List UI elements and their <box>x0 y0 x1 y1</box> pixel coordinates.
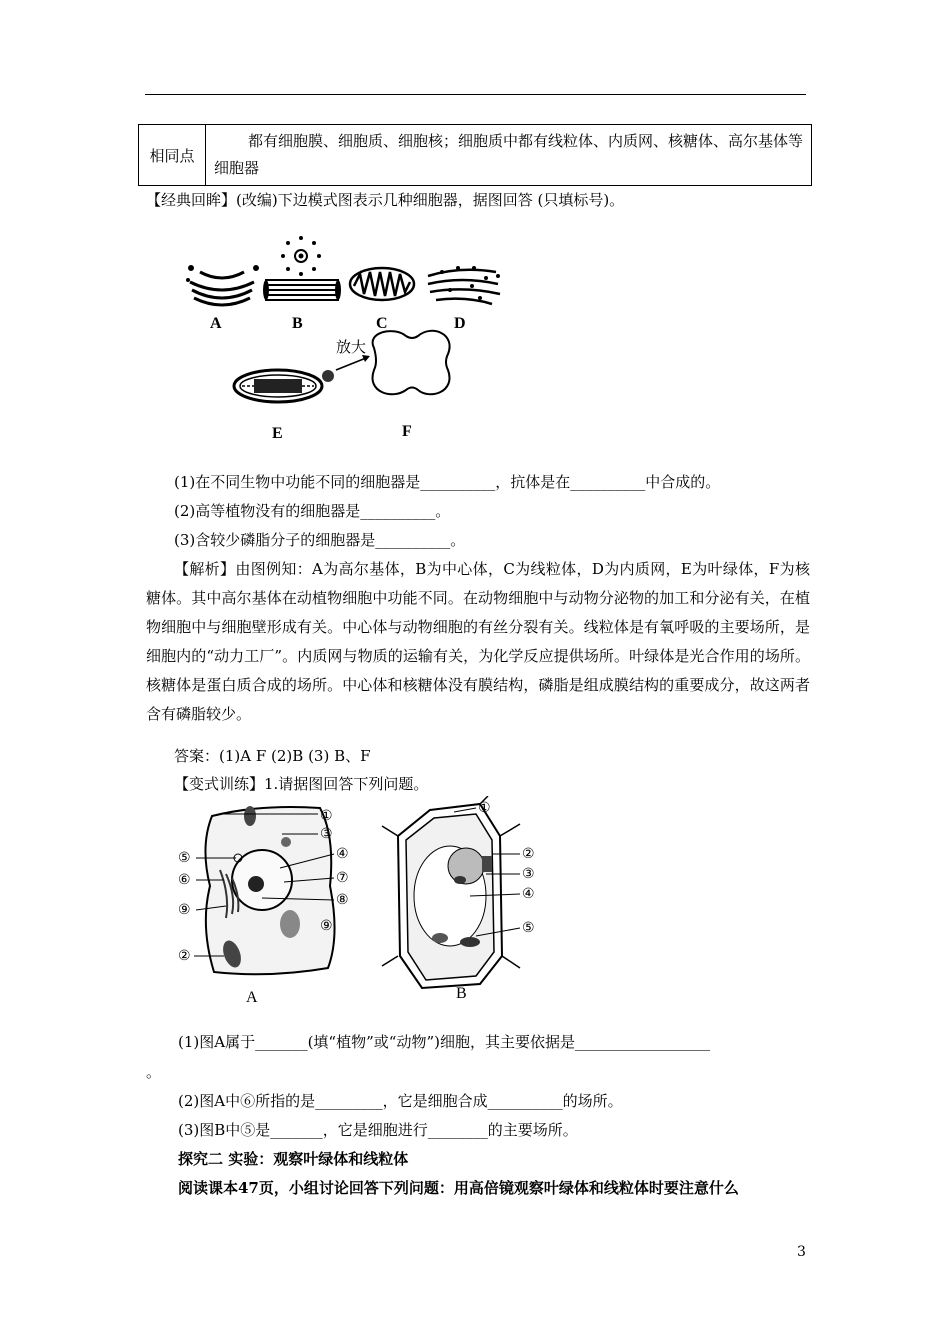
variant-question-1: (1)图A属于_______(填“植物”或“动物”)细胞，其主要依据是__________________ <box>178 1033 710 1051</box>
animal-cell-diagram <box>205 806 334 974</box>
endoplasmic-reticulum-diagram <box>428 266 500 304</box>
variant-question-1-end: 。 <box>146 1063 162 1081</box>
header-rule <box>145 94 806 95</box>
centriole-diagram <box>263 236 341 300</box>
classic-heading: 【经典回眸】(改编)下边模式图表示几种细胞器，据图回答 (只填标号)。 <box>146 191 625 209</box>
analysis-paragraph <box>146 555 810 729</box>
marker-b-1: ① <box>478 800 491 816</box>
marker-a-2: ② <box>178 948 191 964</box>
explore2-heading: 探究二 实验：观察叶绿体和线粒体 <box>178 1150 409 1168</box>
marker-a-1: ① <box>320 808 333 824</box>
marker-a-9-left: ⑨ <box>178 902 191 918</box>
organelle-label-d: D <box>454 315 466 332</box>
marker-b-3: ③ <box>522 866 535 882</box>
marker-a-6: ⑥ <box>178 872 191 888</box>
marker-a-9-right: ⑨ <box>320 918 333 934</box>
organelle-label-e: E <box>272 425 283 442</box>
marker-b-2: ② <box>522 846 535 862</box>
table-content: 都有细胞膜、细胞质、细胞核；细胞质中都有线粒体、内质网、核糖体、高尔基体等细胞器 <box>206 125 812 186</box>
classic-question-3: (3)含较少磷脂分子的细胞器是__________。 <box>174 531 466 549</box>
classic-question-2: (2)高等植物没有的细胞器是__________。 <box>174 502 451 520</box>
marker-a-5: ⑤ <box>178 850 191 866</box>
ribosome-dot <box>322 370 334 382</box>
golgi-apparatus-diagram <box>186 265 259 305</box>
marker-a-8: ⑧ <box>336 892 349 908</box>
table-label: 相同点 <box>139 125 206 186</box>
classic-question-1: (1)在不同生物中功能不同的细胞器是__________，抗体是在__________中合成的。 <box>174 473 721 491</box>
enlarge-label: 放大 <box>336 338 367 356</box>
page-number: 3 <box>797 1244 806 1260</box>
marker-b-4: ④ <box>522 886 535 902</box>
table-row <box>139 125 812 186</box>
organelle-figure <box>180 228 530 446</box>
enlarge-arrow <box>336 358 366 370</box>
organelle-label-f: F <box>402 423 412 440</box>
variant-question-2: (2)图A中⑥所指的是_________，它是细胞合成__________的场所。 <box>178 1092 623 1110</box>
cell-label-b: B <box>456 985 467 1002</box>
organelle-label-a: A <box>210 315 222 332</box>
explore2-text: 阅读课本47页，小组讨论回答下列问题：用高倍镜观察叶绿体和线粒体时要注意什么 <box>178 1179 739 1197</box>
marker-a-4: ④ <box>336 846 349 862</box>
plant-cell-diagram <box>380 796 520 988</box>
marker-a-3: ③ <box>320 826 333 842</box>
variant-heading: 【变式训练】1.请据图回答下列问题。 <box>174 775 429 793</box>
chloroplast-diagram <box>234 370 322 402</box>
organelle-label-b: B <box>292 315 303 332</box>
cell-label-a: A <box>246 989 258 1006</box>
answer-line: 答案：(1)A F (2)B (3) B、F <box>174 747 371 765</box>
marker-a-7: ⑦ <box>336 870 349 886</box>
analysis-tag: 【解析】 <box>174 560 236 578</box>
mitochondrion-diagram <box>350 268 414 300</box>
marker-b-5: ⑤ <box>522 920 535 936</box>
variant-question-3: (3)图B中⑤是_______，它是细胞进行________的主要场所。 <box>178 1121 578 1139</box>
cell-figure <box>170 796 560 1006</box>
ribosome-enlarged-diagram <box>373 331 450 394</box>
analysis-text: 由图例知：A为高尔基体，B为中心体，C为线粒体，D为内质网，E为叶绿体，F为核糖体。其中高尔基体在动植物细胞中功能不同。在动物细胞中与动物分泌物的加工和分泌有关，在植物细胞中与细胞壁形成有关。中心体与动物细胞的有丝分裂有关。线粒体是有氧呼吸的主要场所，是细胞内的“动力工厂”。内质网与物质的运输有关，为化学反应提供场所。叶绿体是光合作用的场所。核糖体是蛋白质合成的场所。中心体和核糖体没有膜结构，磷脂是组成膜结构的重要成分，故这两者含有磷脂较少。 <box>146 560 810 723</box>
comparison-table <box>138 124 812 186</box>
organelle-label-c: C <box>376 315 388 332</box>
